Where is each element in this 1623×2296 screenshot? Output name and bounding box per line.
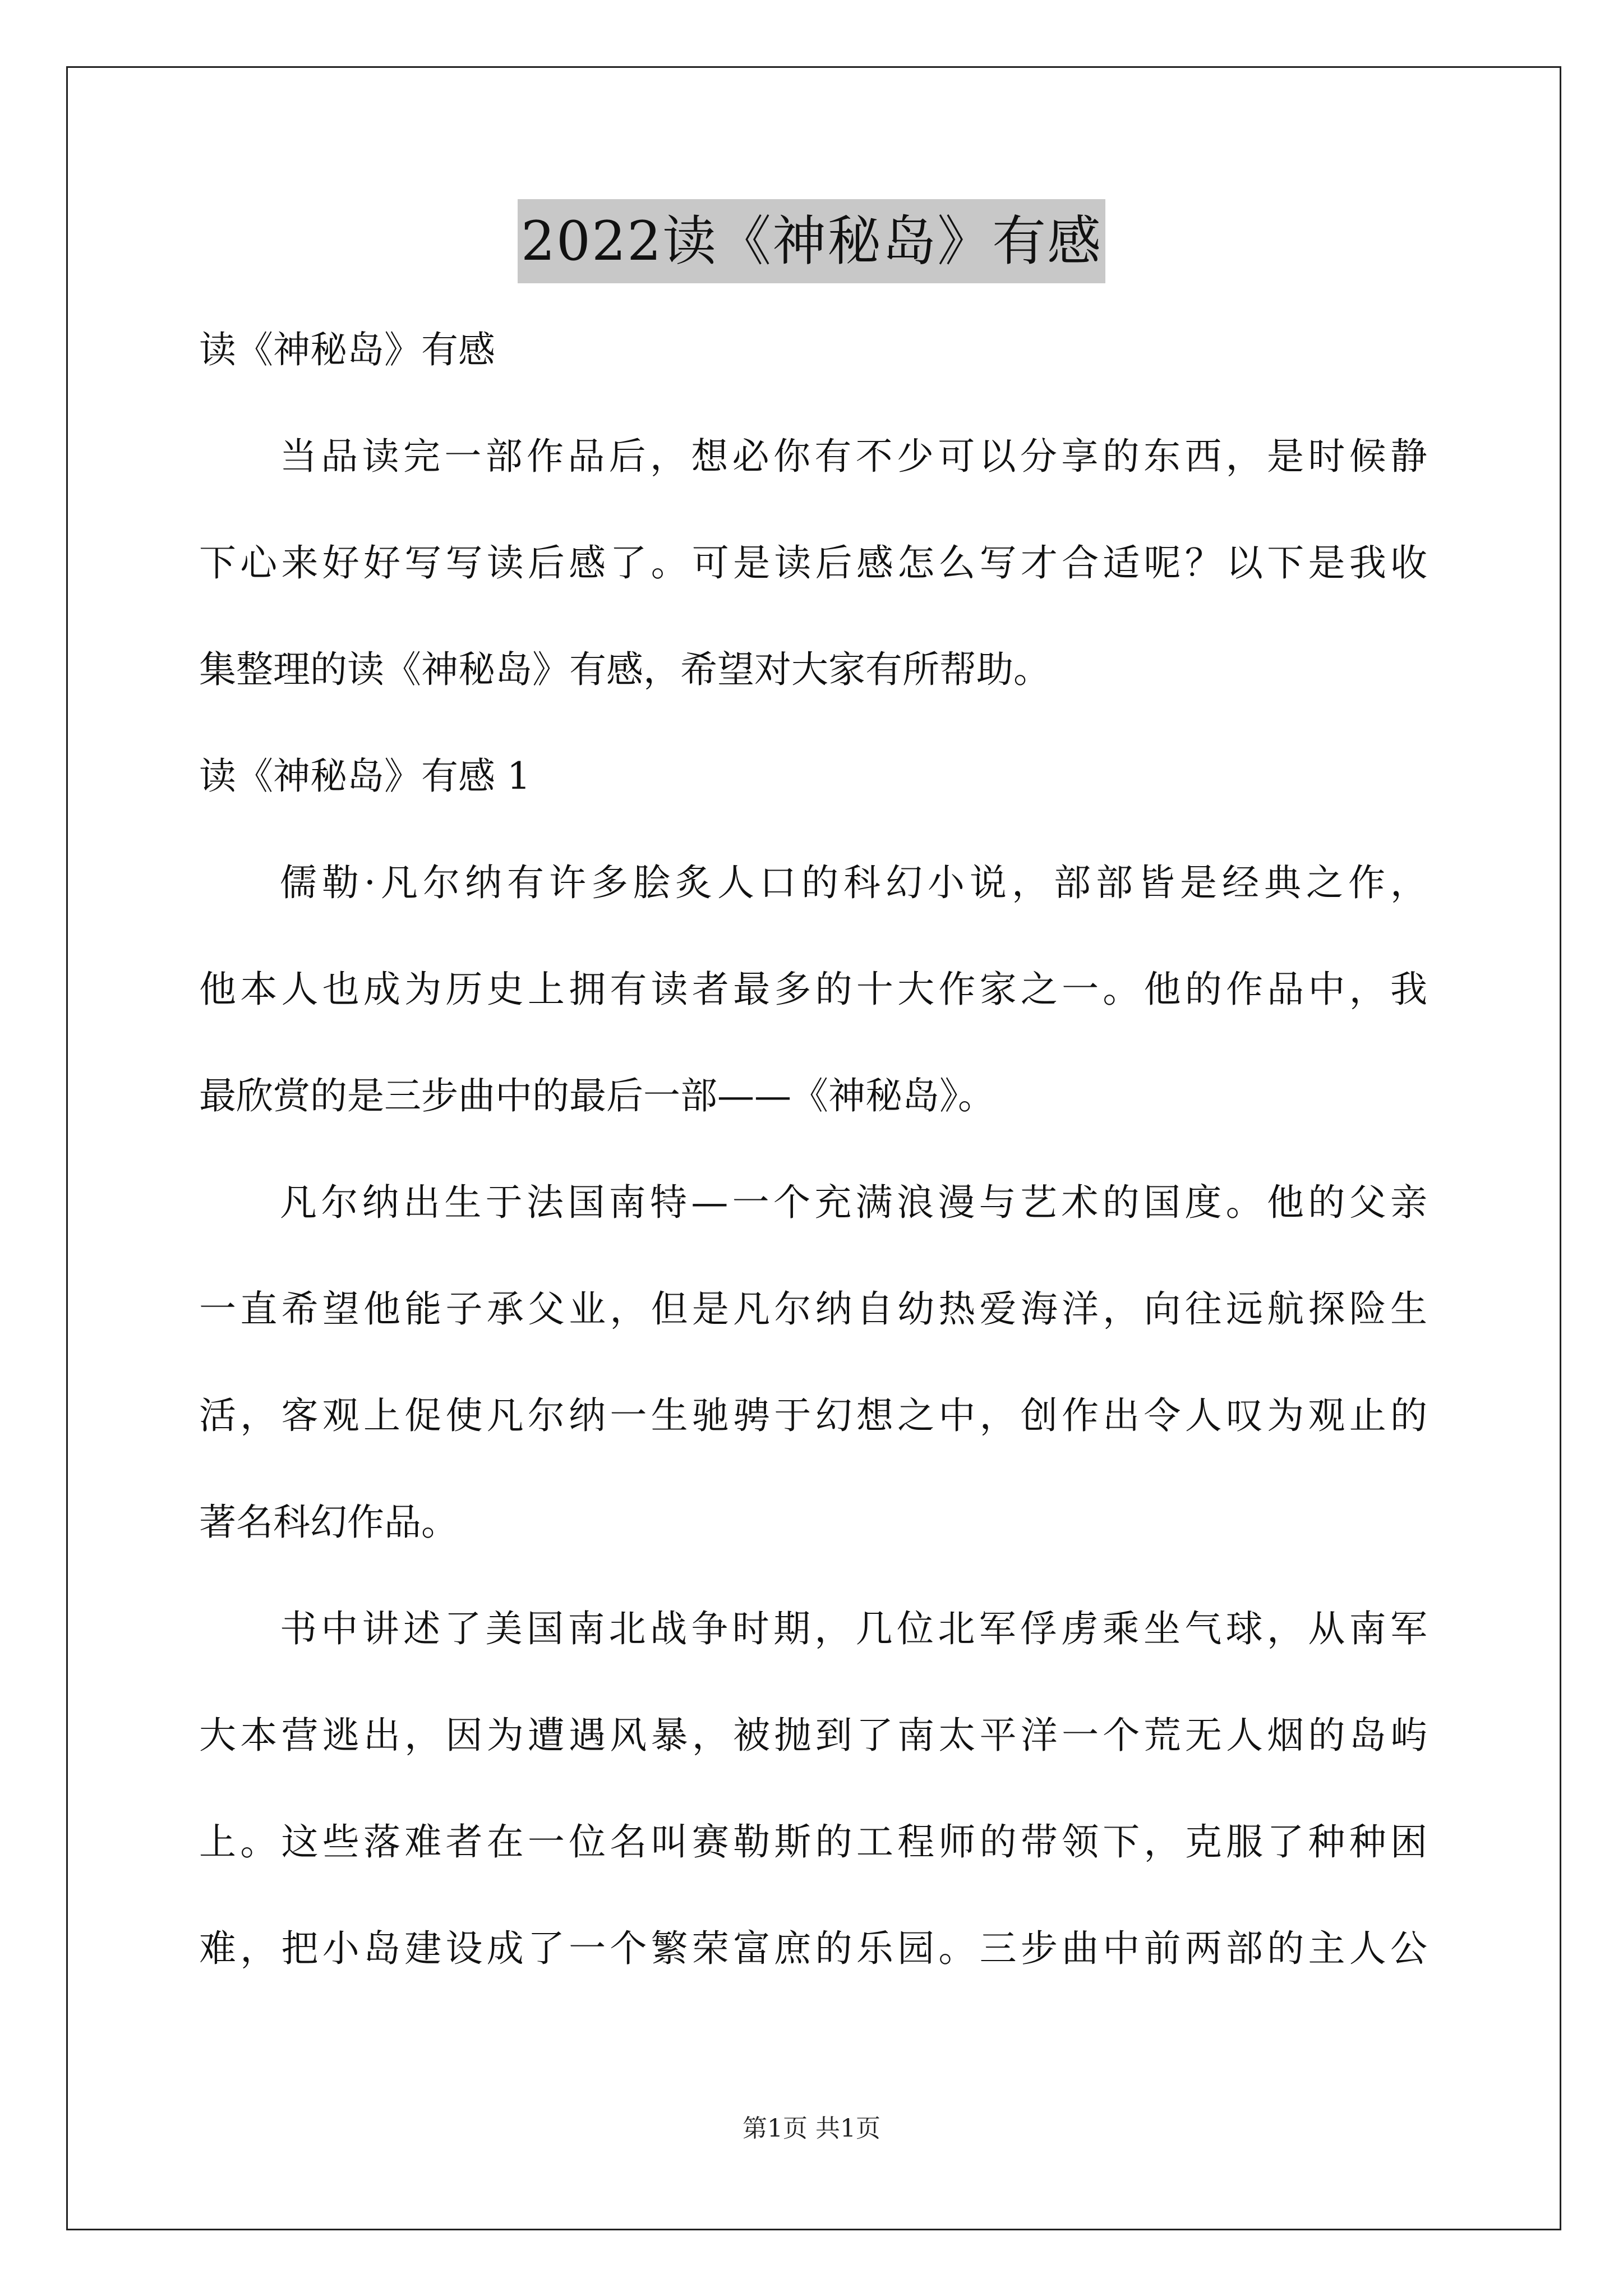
text-line: 活，客观上促使凡尔纳一生驰骋于幻想之中，创作出令人叹为观止的 (199, 1394, 1427, 1437)
document-body (199, 314, 1427, 2019)
text-line: 著名科幻作品。 (199, 1501, 458, 1544)
text-line: 最欣赏的是三步曲中的最后一部——《神秘岛》。 (199, 1074, 995, 1117)
document-title: 2022读《神秘岛》有感 (518, 199, 1105, 283)
page-number-footer: 第1页 共1页 (743, 2114, 880, 2143)
text-line: 儒勒·凡尔纳有许多脍炙人口的科幻小说，部部皆是经典之作， (280, 861, 1427, 904)
text-line: 凡尔纳出生于法国南特—一个充满浪漫与艺术的国度。他的父亲 (280, 1181, 1427, 1224)
text-line: 难，把小岛建设成了一个繁荣富庶的乐园。三步曲中前两部的主人公 (199, 1927, 1427, 1970)
title-container (0, 199, 1623, 283)
text-line: 他本人也成为历史上拥有读者最多的十大作家之一。他的作品中，我 (199, 968, 1427, 1011)
text-line: 当品读完一部作品后，想必你有不少可以分享的东西，是时候静 (280, 435, 1427, 478)
text-line: 大本营逃出，因为遭遇风暴，被抛到了南太平洋一个荒无人烟的岛屿 (199, 1714, 1427, 1757)
text-line: 下心来好好写写读后感了。可是读后感怎么写才合适呢？以下是我收 (199, 541, 1427, 585)
text-line: 读《神秘岛》有感 (199, 328, 495, 371)
text-line: 一直希望他能子承父业，但是凡尔纳自幼热爱海洋，向往远航探险生 (199, 1287, 1427, 1331)
text-line: 读《神秘岛》有感 1 (199, 754, 531, 798)
text-line: 集整理的读《神秘岛》有感，希望对大家有所帮助。 (199, 648, 1050, 691)
text-line: 书中讲述了美国南北战争时期，几位北军俘虏乘坐气球，从南军 (280, 1607, 1427, 1650)
text-line: 上。这些落难者在一位名叫赛勒斯的工程师的带领下，克服了种种困 (199, 1820, 1427, 1864)
